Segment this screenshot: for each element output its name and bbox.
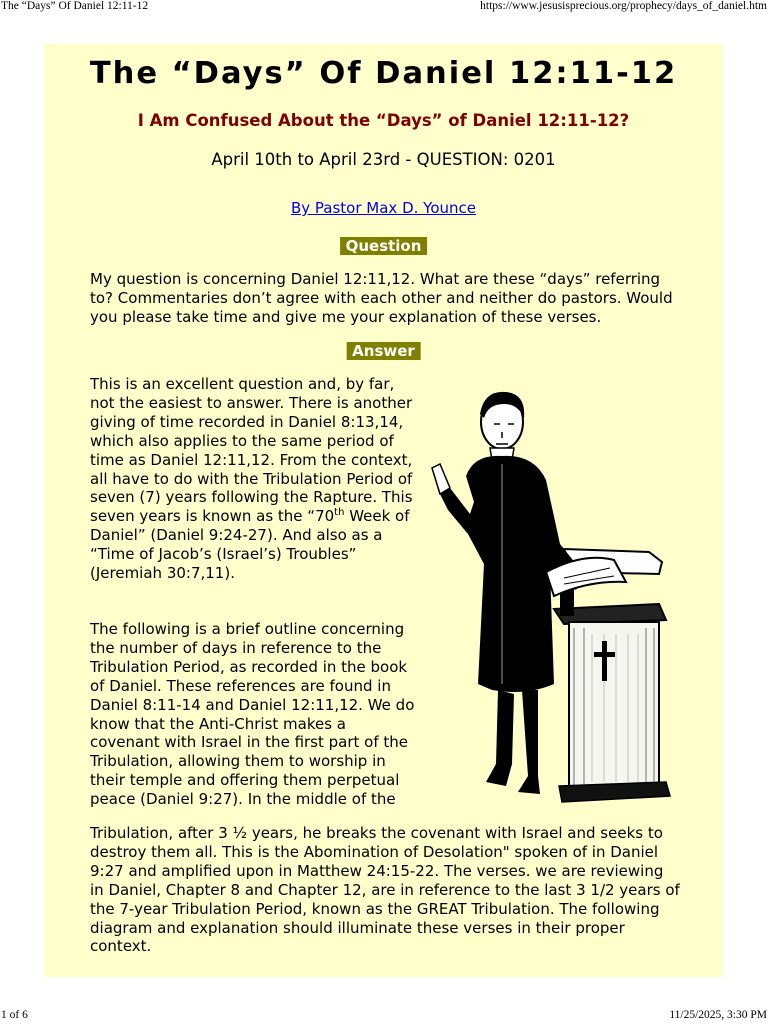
question-dateline: April 10th to April 23rd - QUESTION: 0201 — [211, 150, 556, 169]
print-timestamp: 11/25/2025, 3:30 PM — [669, 1009, 767, 1021]
page-subtitle: I Am Confused About the “Days” of Daniel 12:11-12? — [137, 111, 630, 130]
answer-paragraph-2-top: The following is a brief outline concerning the number of days in reference to the Tribulation Period, as recorded in the book of Daniel. These references are found in Daniel 8:11-14 and Daniel 12:11,12. We do know that the Anti-Christ makes a covenant with Israel in the first part of the Tribulation, allowing them to worship in their temple and offering them perpetual peace (Daniel 9:27). In the middle of the — [90, 620, 415, 809]
answer-paragraph-2-bottom: Tribulation, after 3 ½ years, he breaks the covenant with Israel and seeks to destroy them all. This is the Abomination of Desolation" spoken of in Daniel 9:27 and amplified upon in Matthew 24:15-22. The verses. we are reviewing in Daniel, Chapter 8 and Chapter 12, are in reference to the last 3 1/2 years of the 7-year Tribulation Period, known as the GREAT Tribulation. The following diagram and explanation should illuminate these verses in their proper context. — [90, 824, 680, 956]
print-header-title: The “Days” Of Daniel 12:11-12 — [1, 0, 149, 12]
answer-paragraph-1-text-a: This is an excellent question and, by far, not the easiest to answer. There is another giving of time recorded in Daniel 8:13,14, which also applies to the same period of time as Daniel 12:11,12. From the context, all have to do with the Tribulation Period of seven (7) years following the Rapture. This seven years is known as the “70 — [90, 375, 413, 526]
page-title: The “Days” Of Daniel 12:11-12 — [89, 56, 678, 91]
question-text: My question is concerning Daniel 12:11,12. What are these “days” referring to? Commentaries don’t agree with each other and neither do pastors. Would you please take time and give me your explanation of these verses. — [90, 270, 673, 326]
page-count: 1 of 6 — [1, 1009, 28, 1021]
answer-label: Answer — [346, 342, 421, 360]
author-line — [44, 199, 723, 217]
print-header-url: https://www.jesusisprecious.org/prophecy/days_of_daniel.htm — [480, 0, 767, 12]
question-label: Question — [340, 237, 428, 255]
print-header — [0, 0, 768, 14]
preacher-at-pulpit-illustration — [414, 384, 674, 814]
author-link[interactable]: By Pastor Max D. Younce — [290, 199, 476, 217]
answer-paragraph-1-text-b: Week of Daniel” (Daniel 9:24-27). And also as a “Time of Jacob’s (Israel’s) Troubles” (Jeremiah 30:7,11). — [90, 507, 410, 583]
answer-paragraph-1 — [90, 375, 415, 583]
ordinal-superscript: th — [334, 507, 345, 519]
print-footer — [0, 1009, 768, 1023]
content-panel — [44, 44, 723, 977]
